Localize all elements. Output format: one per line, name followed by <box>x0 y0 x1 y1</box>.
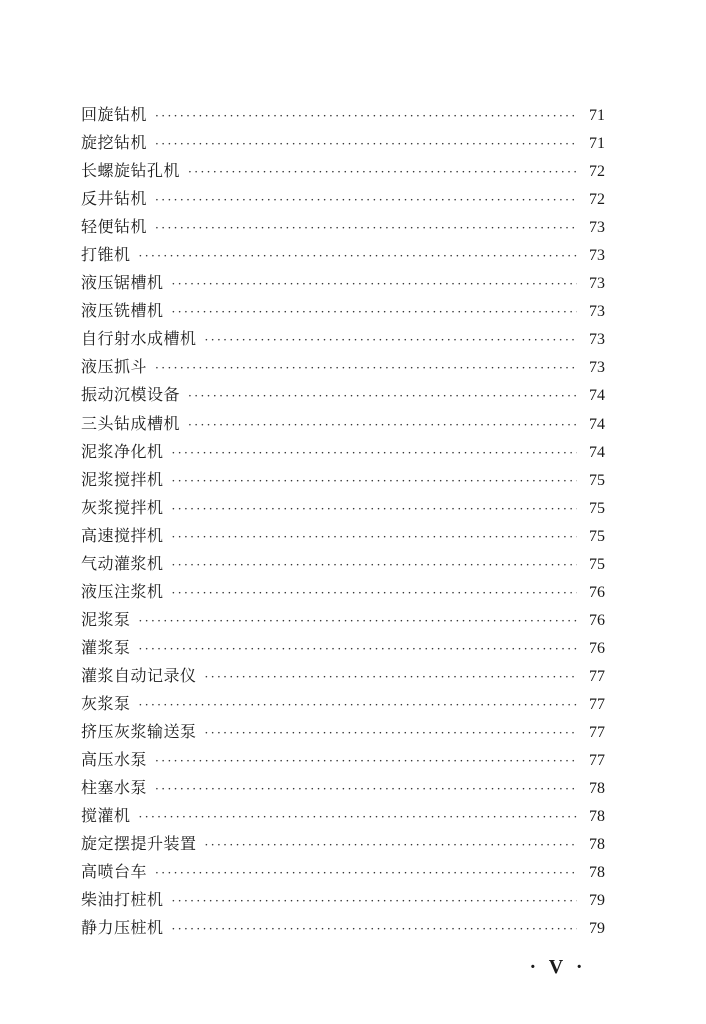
toc-entry-title: 振动沉模设备 <box>81 385 181 405</box>
toc-dot-leader <box>172 495 577 523</box>
toc-dot-leader <box>172 551 577 579</box>
toc-entry <box>81 269 605 297</box>
toc-entry-page: 71 <box>589 135 605 153</box>
toc-entry-page: 76 <box>589 639 605 657</box>
toc-entry-page: 79 <box>589 892 605 910</box>
toc-entry-title: 静力压桩机 <box>81 918 164 938</box>
toc-entry-page: 77 <box>589 724 605 742</box>
toc-entry-title: 高速搅拌机 <box>81 525 164 545</box>
toc-entry-title: 液压抓斗 <box>81 357 148 377</box>
toc-entry-title: 长螺旋钻孔机 <box>81 161 181 181</box>
toc-dot-leader <box>205 719 577 747</box>
toc-entry-page: 75 <box>589 555 605 573</box>
table-of-contents <box>81 101 605 942</box>
toc-dot-leader <box>172 523 577 551</box>
toc-entry-page: 78 <box>589 836 605 854</box>
toc-entry <box>81 185 605 213</box>
toc-entry <box>81 101 605 129</box>
toc-dot-leader <box>155 775 577 803</box>
toc-entry-title: 反井钻机 <box>81 189 148 209</box>
toc-entry-page: 76 <box>589 611 605 629</box>
toc-entry-title: 柱塞水泵 <box>81 778 148 798</box>
toc-dot-leader <box>139 691 577 719</box>
toc-entry-title: 灌浆泵 <box>81 637 131 657</box>
toc-entry <box>81 157 605 185</box>
toc-entry <box>81 410 605 438</box>
toc-entry-page: 73 <box>589 275 605 293</box>
toc-dot-leader <box>155 747 577 775</box>
toc-entry-title: 搅灌机 <box>81 806 131 826</box>
toc-entry <box>81 718 605 746</box>
toc-entry <box>81 858 605 886</box>
toc-entry-page: 77 <box>589 667 605 685</box>
toc-entry-title: 高喷台车 <box>81 862 148 882</box>
toc-entry <box>81 746 605 774</box>
toc-entry-page: 73 <box>589 331 605 349</box>
toc-entry-page: 75 <box>589 527 605 545</box>
toc-entry-title: 液压锯槽机 <box>81 273 164 293</box>
toc-entry <box>81 381 605 409</box>
toc-entry <box>81 522 605 550</box>
toc-entry <box>81 914 605 942</box>
toc-dot-leader <box>205 326 577 354</box>
toc-entry-page: 78 <box>589 780 605 798</box>
toc-entry <box>81 886 605 914</box>
toc-entry <box>81 634 605 662</box>
toc-entry-title: 灰浆泵 <box>81 693 131 713</box>
toc-dot-leader <box>155 102 577 130</box>
toc-dot-leader <box>188 158 577 186</box>
toc-entry-title: 柴油打桩机 <box>81 890 164 910</box>
toc-entry <box>81 494 605 522</box>
toc-dot-leader <box>155 214 577 242</box>
toc-entry <box>81 325 605 353</box>
toc-dot-leader <box>139 803 577 831</box>
toc-entry-title: 挤压灰浆输送泵 <box>81 722 197 742</box>
toc-entry <box>81 662 605 690</box>
toc-dot-leader <box>205 663 577 691</box>
toc-entry-title: 三头钻成槽机 <box>81 413 181 433</box>
toc-entry <box>81 802 605 830</box>
toc-entry <box>81 830 605 858</box>
toc-dot-leader <box>172 467 577 495</box>
toc-entry-page: 71 <box>589 107 605 124</box>
toc-entry <box>81 550 605 578</box>
toc-dot-leader <box>172 298 577 326</box>
toc-entry-page: 77 <box>589 695 605 713</box>
toc-entry-title: 泥浆泵 <box>81 609 131 629</box>
toc-entry <box>81 774 605 802</box>
toc-entry-page: 74 <box>589 443 605 461</box>
toc-entry <box>81 297 605 325</box>
toc-entry-page: 72 <box>589 163 605 181</box>
toc-entry-page: 75 <box>589 471 605 489</box>
toc-dot-leader <box>188 382 577 410</box>
toc-dot-leader <box>172 579 577 607</box>
toc-dot-leader <box>139 242 577 270</box>
toc-entry-page: 73 <box>589 359 605 377</box>
toc-entry-page: 79 <box>589 920 605 938</box>
toc-entry-page: 74 <box>589 415 605 433</box>
toc-entry-title: 灌浆自动记录仪 <box>81 665 197 685</box>
toc-entry-title: 回旋钻机 <box>81 105 148 124</box>
toc-dot-leader <box>172 887 577 915</box>
toc-entry-page: 72 <box>589 191 605 209</box>
toc-entry-page: 73 <box>589 303 605 321</box>
toc-entry <box>81 578 605 606</box>
toc-entry <box>81 241 605 269</box>
toc-entry-page: 75 <box>589 499 605 517</box>
toc-dot-leader <box>172 915 577 943</box>
toc-entry-page: 78 <box>589 808 605 826</box>
toc-dot-leader <box>155 130 577 158</box>
toc-entry <box>81 466 605 494</box>
toc-entry-title: 轻便钻机 <box>81 217 148 237</box>
toc-entry <box>81 353 605 381</box>
toc-entry-title: 自行射水成槽机 <box>81 329 197 349</box>
toc-dot-leader <box>139 607 577 635</box>
toc-dot-leader <box>155 354 577 382</box>
page-number: · V · <box>529 956 587 978</box>
toc-entry-title: 泥浆搅拌机 <box>81 469 164 489</box>
toc-entry-title: 液压铣槽机 <box>81 301 164 321</box>
toc-entry-page: 73 <box>589 219 605 237</box>
toc-entry-title: 气动灌浆机 <box>81 553 164 573</box>
toc-entry-title: 打锥机 <box>81 245 131 265</box>
toc-entry-title: 旋定摆提升装置 <box>81 834 197 854</box>
toc-entry-title: 液压注浆机 <box>81 581 164 601</box>
toc-dot-leader <box>172 439 577 467</box>
toc-entry <box>81 438 605 466</box>
toc-dot-leader <box>155 859 577 887</box>
toc-dot-leader <box>172 270 577 298</box>
toc-entry-title: 高压水泵 <box>81 750 148 770</box>
toc-entry-page: 77 <box>589 752 605 770</box>
toc-entry-page: 76 <box>589 583 605 601</box>
toc-dot-leader <box>188 411 577 439</box>
toc-entry-page: 78 <box>589 864 605 882</box>
toc-entry <box>81 606 605 634</box>
toc-entry-title: 泥浆净化机 <box>81 441 164 461</box>
toc-entry-page: 74 <box>589 387 605 405</box>
toc-dot-leader <box>139 635 577 663</box>
toc-entry-title: 灰浆搅拌机 <box>81 497 164 517</box>
toc-entry <box>81 213 605 241</box>
toc-dot-leader <box>205 831 577 859</box>
toc-entry <box>81 690 605 718</box>
toc-entry <box>81 129 605 157</box>
toc-entry-page: 73 <box>589 247 605 265</box>
toc-entry-title: 旋挖钻机 <box>81 133 148 153</box>
toc-dot-leader <box>155 186 577 214</box>
